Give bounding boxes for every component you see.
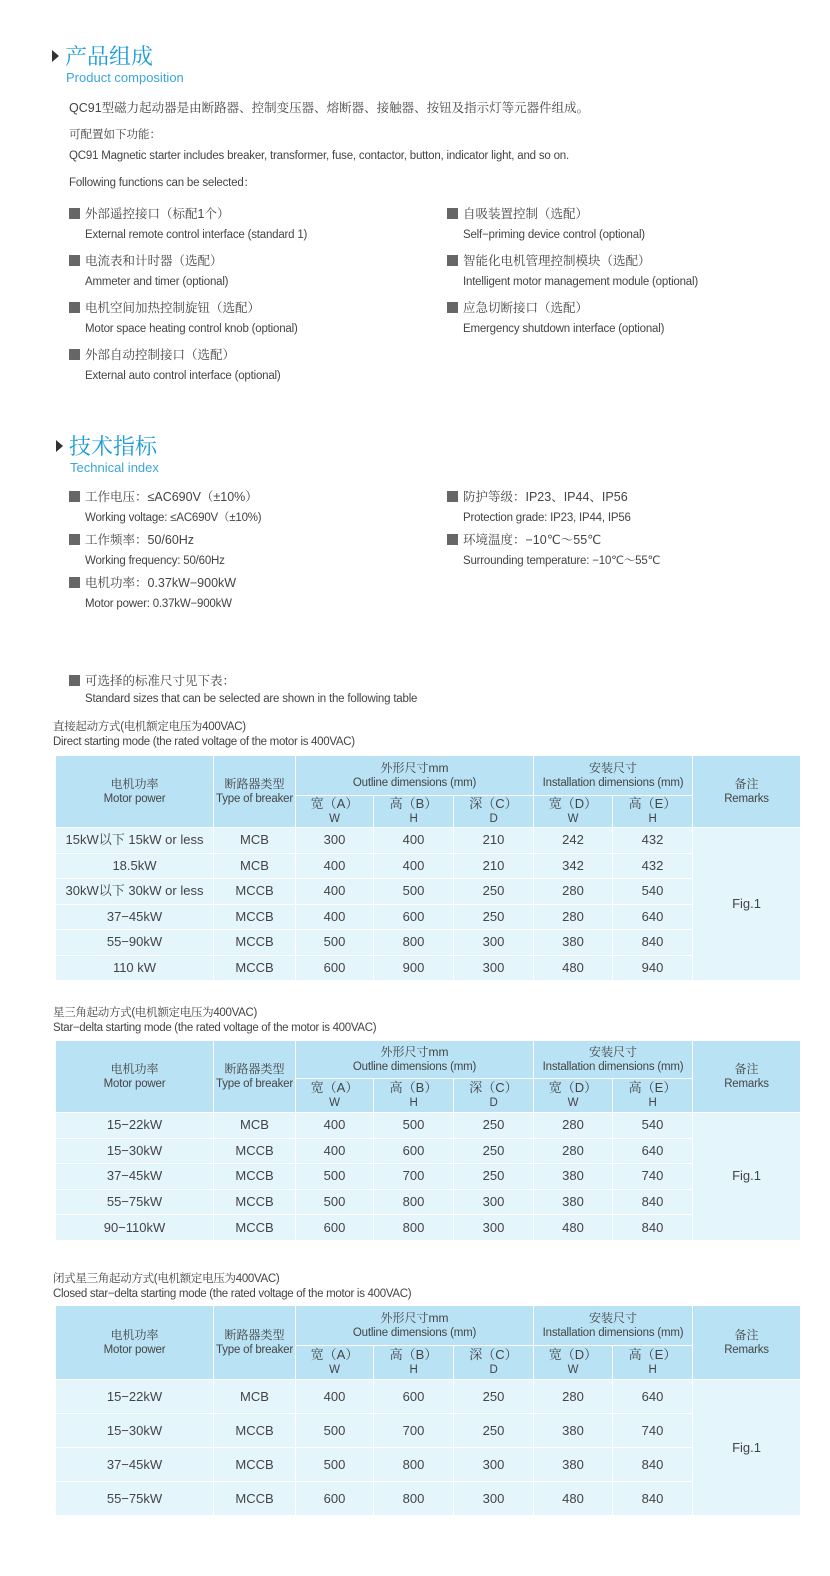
table-row [56, 1414, 801, 1448]
table-row [56, 955, 801, 981]
title-en: Technical index [70, 460, 159, 475]
title-zh: 技术指标 [69, 434, 158, 459]
table-cell: 400 [296, 1138, 374, 1164]
header-breaker: 断路器类型 Type of breaker [214, 1306, 296, 1380]
feature-zh: 防护等级：IP23、IP44、IP56 [463, 490, 628, 504]
table-cell: 600 [296, 1482, 374, 1516]
header-dim-e: 高（E） H [613, 796, 693, 828]
size-table [55, 1040, 801, 1241]
table-cell: 280 [534, 1138, 613, 1164]
table-cell: 500 [296, 1448, 374, 1482]
table-cell: MCCB [214, 1414, 296, 1448]
table-cell: MCB [214, 1380, 296, 1414]
header-dim-c: 深（C） D [454, 796, 534, 828]
table-cell: MCCB [214, 1164, 296, 1190]
bullet-square-icon [69, 577, 80, 588]
table-cell: 840 [613, 1215, 693, 1241]
table-row [56, 1164, 801, 1190]
table-cell: 840 [613, 930, 693, 956]
table-cell: 800 [374, 1482, 454, 1516]
feature-en: Motor space heating control knob (optional) [85, 323, 298, 335]
header-install: 安装尺寸 Installation dimensions (mm) [534, 1306, 693, 1346]
header-dim-b: 高（B） H [374, 1079, 454, 1113]
feature-item [447, 250, 817, 294]
table-cell: 800 [374, 930, 454, 956]
table-cell: 800 [374, 1448, 454, 1482]
header-dim-c: 深（C） D [454, 1079, 534, 1113]
table-cell: 500 [296, 930, 374, 956]
feature-en: Emergency shutdown interface (optional) [463, 323, 665, 335]
table-cell: 400 [296, 1113, 374, 1139]
feature-item [447, 297, 817, 341]
table-title-en: Star−delta starting mode (the rated voltage of the motor is 400VAC) [53, 1022, 377, 1034]
bullet-square-icon [447, 491, 458, 502]
table-cell: 400 [374, 853, 454, 879]
feature-zh: 智能化电机管理控制模块（选配） [463, 254, 651, 268]
header-dim-e: 高（E） H [613, 1079, 693, 1113]
table-cell: MCCB [214, 1189, 296, 1215]
bullet-square-icon [69, 302, 80, 313]
bullet-square-icon [447, 534, 458, 545]
table-title-zh: 星三角起动方式(电机额定电压为400VAC) [53, 1007, 258, 1019]
header-dim-d: 宽（D） W [534, 796, 613, 828]
feature-zh: 外部自动控制接口（选配） [85, 348, 236, 362]
table-cell: 540 [613, 879, 693, 905]
feature-zh: 工作频率：50/60Hz [85, 533, 195, 547]
table-cell: 15kW以下 15kW or less [56, 828, 214, 854]
table-cell: 400 [296, 879, 374, 905]
table-cell: 840 [613, 1482, 693, 1516]
table-cell: 640 [613, 1138, 693, 1164]
table-cell: 800 [374, 1189, 454, 1215]
table-cell: MCCB [214, 879, 296, 905]
table-cell: 600 [374, 1380, 454, 1414]
table-row [56, 828, 801, 854]
feature-zh: 应急切断接口（选配） [463, 301, 589, 315]
header-install: 安装尺寸 Installation dimensions (mm) [534, 1041, 693, 1079]
config-zh: 可配置如下功能： [69, 129, 161, 141]
header-install: 安装尺寸 Installation dimensions (mm) [534, 756, 693, 796]
table-cell: 400 [296, 853, 374, 879]
size-table [55, 1305, 801, 1516]
bullet-square-icon [69, 208, 80, 219]
table-row [56, 1189, 801, 1215]
table-cell: 840 [613, 1189, 693, 1215]
header-dim-e: 高（E） H [613, 1346, 693, 1380]
table-cell: 700 [374, 1414, 454, 1448]
table-cell: 480 [534, 1215, 613, 1241]
table-cell: 600 [374, 904, 454, 930]
table-cell: 900 [374, 955, 454, 981]
table-cell: 500 [296, 1164, 374, 1190]
header-outline: 外形尺寸mm Outline dimensions (mm) [296, 756, 534, 796]
table-cell: MCCB [214, 930, 296, 956]
table-cell: MCCB [214, 955, 296, 981]
table-cell: 250 [454, 1380, 534, 1414]
table-cell: 380 [534, 930, 613, 956]
bullet-square-icon [447, 302, 458, 313]
table-cell: 940 [613, 955, 693, 981]
table-cell: MCCB [214, 1138, 296, 1164]
table-cell: 500 [296, 1189, 374, 1215]
feature-zh: 环境温度：−10℃～55℃ [463, 533, 602, 547]
table-cell: 90−110kW [56, 1215, 214, 1241]
table-cell: 300 [296, 828, 374, 854]
feature-item [447, 203, 817, 247]
feature-zh: 电流表和计时器（选配） [85, 254, 223, 268]
remarks-cell: Fig.1 [693, 1113, 801, 1241]
table-cell: 540 [613, 1113, 693, 1139]
header-dim-d: 宽（D） W [534, 1079, 613, 1113]
table-cell: MCB [214, 853, 296, 879]
table-cell: 500 [374, 879, 454, 905]
header-dim-a: 宽（A） W [296, 1079, 374, 1113]
table-cell: 840 [613, 1448, 693, 1482]
table-cell: 280 [534, 904, 613, 930]
config-en: Following functions can be selected： [69, 177, 255, 189]
table-cell: 250 [454, 1113, 534, 1139]
table-cell: 432 [613, 828, 693, 854]
table-cell: 600 [296, 955, 374, 981]
table-cell: 400 [374, 828, 454, 854]
table-cell: 250 [454, 904, 534, 930]
feature-en: Working frequency: 50/60Hz [85, 555, 225, 567]
table-cell: 242 [534, 828, 613, 854]
title-en: Product composition [66, 70, 184, 85]
table-cell: 740 [613, 1414, 693, 1448]
table-cell: 15−22kW [56, 1113, 214, 1139]
feature-zh: 工作电压：≤AC690V（±10%） [85, 490, 258, 504]
bullet-square-icon [69, 255, 80, 266]
table-cell: 55−75kW [56, 1189, 214, 1215]
feature-en: External auto control interface (optional) [85, 370, 281, 382]
table-cell: 480 [534, 955, 613, 981]
feature-item [69, 486, 439, 530]
table-cell: 37−45kW [56, 1448, 214, 1482]
feature-item [69, 250, 439, 294]
header-motor-power: 电机功率 Motor power [56, 1306, 214, 1380]
header-dim-a: 宽（A） W [296, 796, 374, 828]
triangle-icon [56, 440, 63, 452]
header-dim-b: 高（B） H [374, 1346, 454, 1380]
table-cell: 640 [613, 1380, 693, 1414]
table-cell: 55−90kW [56, 930, 214, 956]
title-zh: 产品组成 [65, 44, 154, 69]
header-dim-b: 高（B） H [374, 796, 454, 828]
table-cell: 500 [374, 1113, 454, 1139]
table-row [56, 879, 801, 905]
section-title-composition [52, 40, 153, 71]
table-cell: 250 [454, 1138, 534, 1164]
table-cell: 15−30kW [56, 1138, 214, 1164]
header-dim-a: 宽（A） W [296, 1346, 374, 1380]
remarks-cell: Fig.1 [693, 828, 801, 981]
table-cell: MCCB [214, 1482, 296, 1516]
feature-zh: 外部遥控接口（标配1个） [85, 207, 230, 221]
table-cell: 30kW以下 30kW or less [56, 879, 214, 905]
table-cell: 210 [454, 853, 534, 879]
table-title-zh: 直接起动方式(电机额定电压为400VAC) [53, 721, 246, 733]
table-cell: 400 [296, 1380, 374, 1414]
feature-item [69, 203, 439, 247]
header-dim-c: 深（C） D [454, 1346, 534, 1380]
table-cell: 280 [534, 879, 613, 905]
table-cell: 700 [374, 1164, 454, 1190]
table-cell: 280 [534, 1380, 613, 1414]
table-row [56, 930, 801, 956]
table-cell: 740 [613, 1164, 693, 1190]
table-cell: 380 [534, 1189, 613, 1215]
bullet-square-icon [69, 349, 80, 360]
header-remarks: 备注 Remarks [693, 1306, 801, 1380]
table-cell: 380 [534, 1164, 613, 1190]
triangle-icon [52, 50, 59, 62]
size-table [55, 755, 801, 981]
header-motor-power: 电机功率 Motor power [56, 756, 214, 828]
table-cell: 400 [296, 904, 374, 930]
table-cell: 15−30kW [56, 1414, 214, 1448]
feature-en: Protection grade: IP23, IP44, IP56 [463, 512, 631, 524]
header-breaker: 断路器类型 Type of breaker [214, 1041, 296, 1113]
table-cell: 18.5kW [56, 853, 214, 879]
feature-item [447, 529, 817, 573]
table-cell: 250 [454, 1414, 534, 1448]
table-cell: 480 [534, 1482, 613, 1516]
feature-en: Motor power: 0.37kW−900kW [85, 598, 232, 610]
table-row [56, 1448, 801, 1482]
table-cell: 250 [454, 1164, 534, 1190]
table-cell: 110 kW [56, 955, 214, 981]
feature-en: Surrounding temperature: −10℃～55℃ [463, 555, 661, 567]
feature-en: External remote control interface (standard 1) [85, 229, 308, 241]
intro-zh: QC91型磁力起动器是由断路器、控制变压器、熔断器、接触器、按钮及指示灯等元器件组成。 [69, 101, 590, 115]
section-title-technical [56, 430, 157, 461]
table-cell: MCCB [214, 1215, 296, 1241]
table-cell: 300 [454, 1215, 534, 1241]
feature-item [447, 486, 817, 530]
header-motor-power: 电机功率 Motor power [56, 1041, 214, 1113]
table-cell: 210 [454, 828, 534, 854]
table-row [56, 1113, 801, 1139]
bullet-square-icon [69, 491, 80, 502]
table-row [56, 1482, 801, 1516]
bullet-square-icon [69, 675, 80, 686]
table-title-en: Closed star−delta starting mode (the rated voltage of the motor is 400VAC) [53, 1288, 412, 1300]
table-cell: 280 [534, 1113, 613, 1139]
table-row [56, 1138, 801, 1164]
header-breaker: 断路器类型 Type of breaker [214, 756, 296, 828]
feature-item [69, 529, 439, 573]
table-cell: 500 [296, 1414, 374, 1448]
table-cell: MCB [214, 1113, 296, 1139]
table-cell: 300 [454, 1189, 534, 1215]
bullet-square-icon [69, 534, 80, 545]
table-cell: 600 [296, 1215, 374, 1241]
header-dim-d: 宽（D） W [534, 1346, 613, 1380]
feature-en: Working voltage: ≤AC690V（±10%) [85, 512, 262, 524]
header-outline: 外形尺寸mm Outline dimensions (mm) [296, 1041, 534, 1079]
feature-zh: 自吸装置控制（选配） [463, 207, 589, 221]
bullet-square-icon [447, 208, 458, 219]
table-cell: 300 [454, 1482, 534, 1516]
table-row [56, 853, 801, 879]
feature-en: Ammeter and timer (optional) [85, 276, 229, 288]
table-cell: 300 [454, 955, 534, 981]
feature-en: Self−priming device control (optional) [463, 229, 645, 241]
table-cell: 37−45kW [56, 1164, 214, 1190]
sizes-zh: 可选择的标准尺寸见下表： [85, 674, 236, 688]
table-cell: 640 [613, 904, 693, 930]
table-title-zh: 闭式星三角起动方式(电机额定电压为400VAC) [53, 1273, 280, 1285]
table-cell: 432 [613, 853, 693, 879]
table-cell: 380 [534, 1414, 613, 1448]
table-cell: 55−75kW [56, 1482, 214, 1516]
table-title-en: Direct starting mode (the rated voltage of the motor is 400VAC) [53, 736, 355, 748]
table-cell: MCCB [214, 904, 296, 930]
table-cell: 300 [454, 930, 534, 956]
table-cell: 800 [374, 1215, 454, 1241]
table-cell: 300 [454, 1448, 534, 1482]
table-cell: 250 [454, 879, 534, 905]
table-cell: 37−45kW [56, 904, 214, 930]
feature-item [69, 572, 439, 616]
table-row [56, 904, 801, 930]
table-cell: 15−22kW [56, 1380, 214, 1414]
table-row [56, 1215, 801, 1241]
feature-zh: 电机空间加热控制旋钮（选配） [85, 301, 261, 315]
header-remarks: 备注 Remarks [693, 1041, 801, 1113]
sizes-en: Standard sizes that can be selected are shown in the following table [85, 693, 418, 705]
sizes-note [69, 670, 439, 710]
table-row [56, 1380, 801, 1414]
feature-item [69, 344, 439, 388]
remarks-cell: Fig.1 [693, 1380, 801, 1516]
feature-en: Intelligent motor management module (optional) [463, 276, 698, 288]
table-cell: 342 [534, 853, 613, 879]
table-cell: MCB [214, 828, 296, 854]
header-outline: 外形尺寸mm Outline dimensions (mm) [296, 1306, 534, 1346]
table-cell: 600 [374, 1138, 454, 1164]
table-cell: MCCB [214, 1448, 296, 1482]
header-remarks: 备注 Remarks [693, 756, 801, 828]
feature-zh: 电机功率：0.37kW−900kW [85, 576, 237, 590]
table-cell: 380 [534, 1448, 613, 1482]
bullet-square-icon [447, 255, 458, 266]
feature-item [69, 297, 439, 341]
intro-en: QC91 Magnetic starter includes breaker, transformer, fuse, contactor, button, indicator light, and so on. [69, 150, 569, 162]
